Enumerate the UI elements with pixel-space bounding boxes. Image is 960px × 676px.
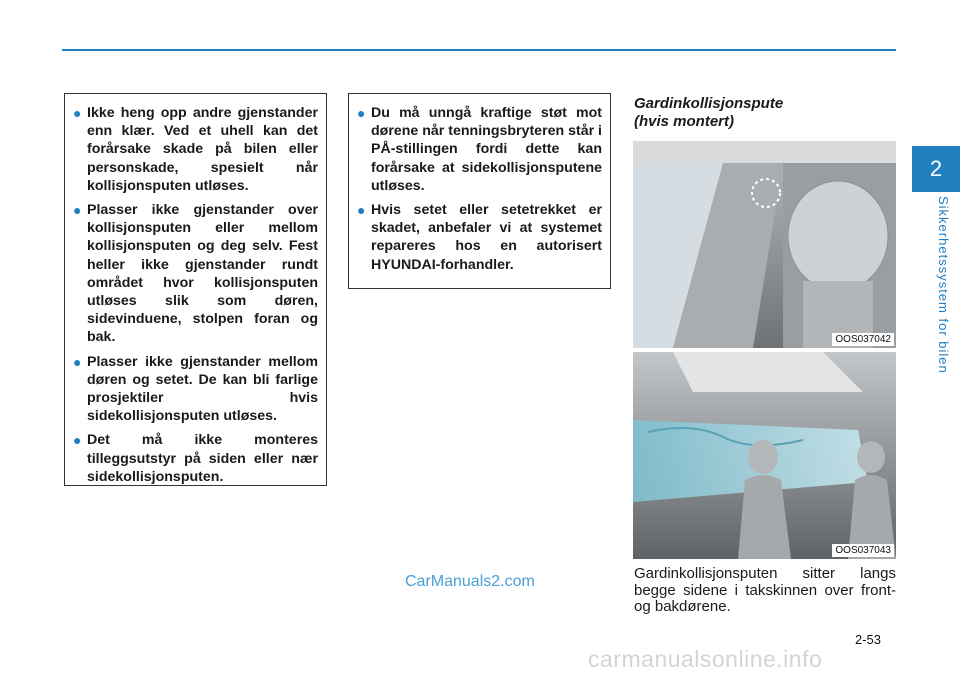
section-heading: Gardinkollisjonspute (hvis montert)	[634, 95, 784, 130]
chapter-title: Sikkerhetssystem for bilen	[936, 196, 951, 374]
chapter-tab[interactable]: 2	[912, 146, 960, 192]
image-code: OOS037043	[832, 544, 894, 557]
curtain-airbag-deployed-illustration	[633, 352, 896, 559]
section-body-text: Gardinkollisjonsputen sitter langs begge sidene i takskinnen over front- og bakdørene.	[634, 565, 896, 615]
warning-item: ● Plasser ikke gjenstander mellom døren og setet. De kan bli farlige prosjektiler hvis sidekollisjonsputen utløses.	[73, 353, 318, 425]
curtain-airbag-deployed-photo	[633, 352, 896, 559]
bullet-icon: ●	[73, 353, 82, 370]
image-code: OOS037042	[832, 333, 894, 346]
warning-item: ● Hvis setet eller setetrekket er skadet, anbefaler vi at systemet repareres hos en autorisert HYUNDAI-forhandler.	[357, 202, 602, 273]
warning-item: ● Det må ikke monteres tilleggsutstyr på siden eller nær sidekollisjonsputen.	[73, 432, 318, 485]
bullet-icon: ●	[357, 202, 366, 219]
bullet-icon: ●	[357, 105, 366, 121]
warning-item: ● Ikke heng opp andre gjenstander enn klær. Ved et uhell kan det forårsake skade på bilen eller personskade, spesielt når kollisjonsputen utløses.	[73, 105, 318, 194]
bullet-icon: ●	[73, 105, 82, 121]
curtain-airbag-location-photo	[633, 141, 896, 348]
warning-item: ● Plasser ikke gjenstander over kollisjonsputen eller mellom kollisjonsputen og deg selv. Fest heller ikke gjenstander rundt området hvor kollisjonsputen utløses slik som døren, sidevinduene, stolpen foran og bak.	[73, 202, 318, 346]
site-watermark[interactable]: CarManuals2.com	[405, 573, 535, 590]
warning-item: ● Du må unngå kraftige støt mot dørene når tenningsbryteren står i PÅ-stillingen fordi dette kan forårsake at sidekollisjonsputene utløses.	[357, 105, 602, 194]
bullet-icon: ●	[73, 202, 82, 219]
bullet-icon: ●	[73, 432, 82, 449]
footer-watermark[interactable]: carmanualsonline.info	[588, 646, 823, 672]
header-rule	[62, 49, 896, 51]
warning-box-right	[348, 93, 611, 289]
warning-box-left	[64, 93, 327, 486]
car-interior-pillar-illustration	[633, 141, 896, 348]
page-number: 2-53	[855, 632, 882, 647]
